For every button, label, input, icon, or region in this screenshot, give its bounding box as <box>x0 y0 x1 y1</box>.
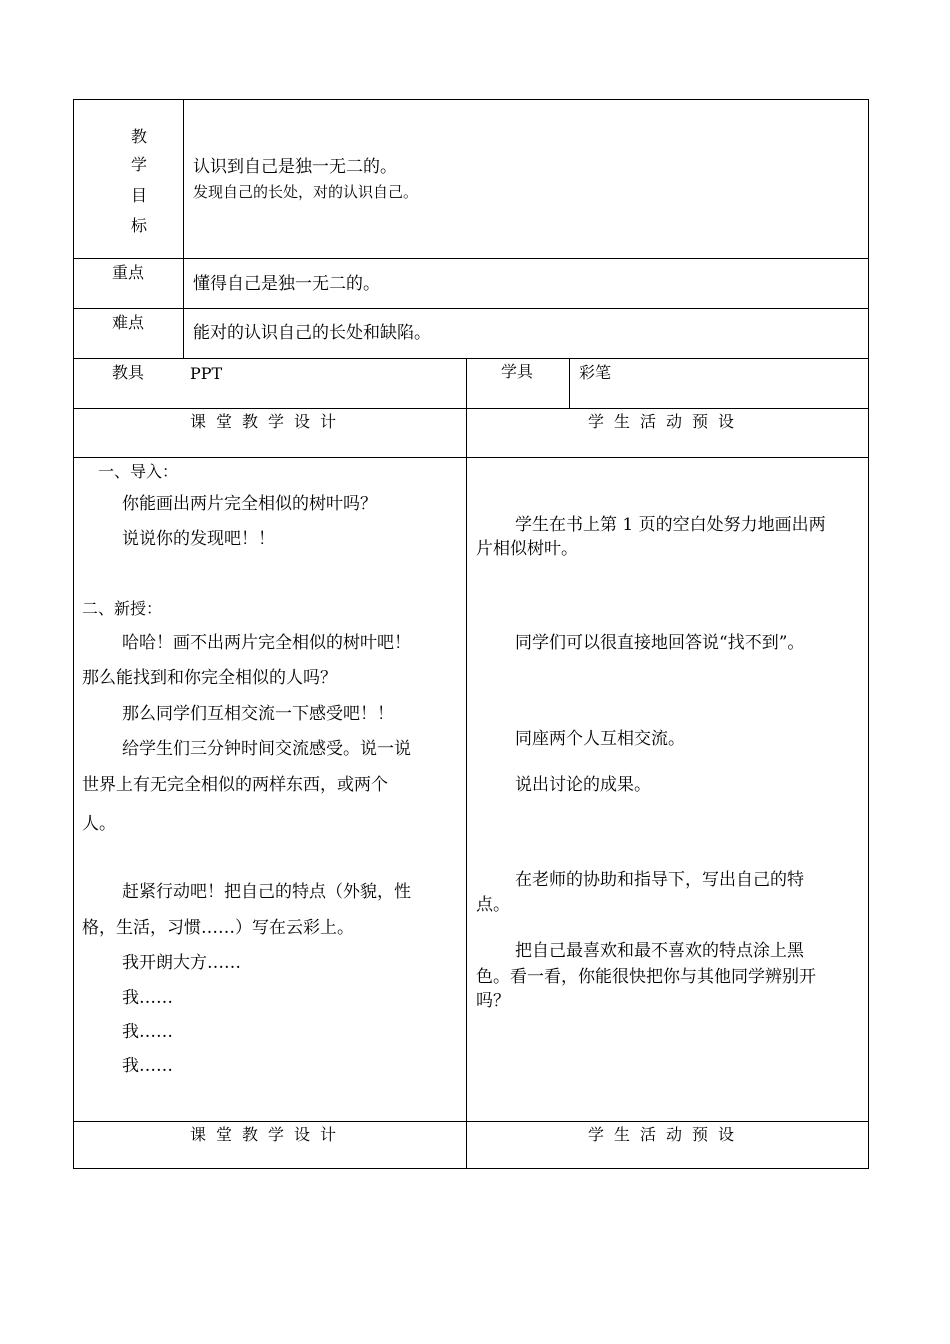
content-line: 我…… <box>122 1022 173 1042</box>
col-border <box>183 99 184 359</box>
row-border <box>73 1121 869 1122</box>
row-border <box>73 457 869 458</box>
content-line: 色。看一看，你能很快把你与其他同学辨别开 <box>476 967 816 987</box>
content-line: 把自己最喜欢和最不喜欢的特点涂上黑 <box>515 941 804 961</box>
content-line: 同学们可以很直接地回答说“找不到”。 <box>515 633 805 653</box>
content-line: 给学生们三分钟时间交流感受。说一说 <box>122 739 411 759</box>
content-line: 那么能找到和你完全相似的人吗？ <box>82 668 337 688</box>
objectives-label-char: 教 <box>131 127 148 146</box>
content-line: 哈哈！画不出两片完全相似的树叶吧！ <box>122 633 411 653</box>
key-point-label: 重点 <box>112 263 145 282</box>
col-border <box>868 99 869 1169</box>
content-line: 我…… <box>122 1056 173 1076</box>
difficulty-label: 难点 <box>112 313 145 332</box>
content-line: 你能画出两片完全相似的树叶吗？ <box>122 494 377 514</box>
content-line: 在老师的协助和指导下，写出自己的特 <box>515 870 804 890</box>
content-line: 同座两个人互相交流。 <box>515 729 685 749</box>
activity-header: 学生活动预设 <box>588 1125 745 1144</box>
objective-line: 发现自己的长处，对的认识自己。 <box>193 183 419 201</box>
row-border <box>73 99 869 100</box>
content-line: 我开朗大方…… <box>122 953 241 973</box>
content-line: 点。 <box>476 895 510 915</box>
section-heading: 一、导入： <box>98 462 179 481</box>
col-border <box>569 358 570 409</box>
row-border <box>73 1168 869 1169</box>
col-border <box>466 358 467 1169</box>
content-line: 吗？ <box>476 991 510 1011</box>
content-line: 我…… <box>122 988 173 1008</box>
content-line: 世界上有无完全相似的两样东西，或两个 <box>82 775 388 795</box>
design-header: 课堂教学设计 <box>190 412 347 431</box>
col-border <box>73 99 74 1169</box>
row-border <box>73 358 869 359</box>
content-line: 学生在书上第 1 页的空白处努力地画出两 <box>515 515 826 535</box>
objective-line: 认识到自己是独一无二的。 <box>193 157 397 177</box>
row-border <box>73 408 869 409</box>
row-border <box>73 258 869 259</box>
student-tools-label: 学具 <box>501 362 534 381</box>
content-line: 人。 <box>82 814 116 834</box>
content-line: 说说你的发现吧！！ <box>122 529 275 549</box>
content-line: 片相似树叶。 <box>476 539 578 559</box>
activity-header: 学生活动预设 <box>588 412 745 431</box>
objectives-label-char: 学 <box>131 155 148 174</box>
content-line: 说出讨论的成果。 <box>515 775 651 795</box>
difficulty-text: 能对的认识自己的长处和缺陷。 <box>193 323 431 343</box>
teacher-tools-label: 教具 <box>112 363 145 382</box>
objectives-label-char: 标 <box>131 216 148 235</box>
content-line: 赶紧行动吧！把自己的特点（外貌，性 <box>122 882 411 902</box>
objectives-label-char: 目 <box>131 186 148 205</box>
section-heading: 二、新授： <box>82 599 163 618</box>
row-border <box>73 308 869 309</box>
teacher-tools-value: PPT <box>190 364 223 383</box>
design-header: 课堂教学设计 <box>190 1125 347 1144</box>
student-tools-value: 彩笔 <box>579 363 612 382</box>
content-line: 格，生活，习惯……）写在云彩上。 <box>82 918 354 938</box>
content-line: 那么同学们互相交流一下感受吧！！ <box>122 704 394 724</box>
key-point-text: 懂得自己是独一无二的。 <box>193 274 380 294</box>
